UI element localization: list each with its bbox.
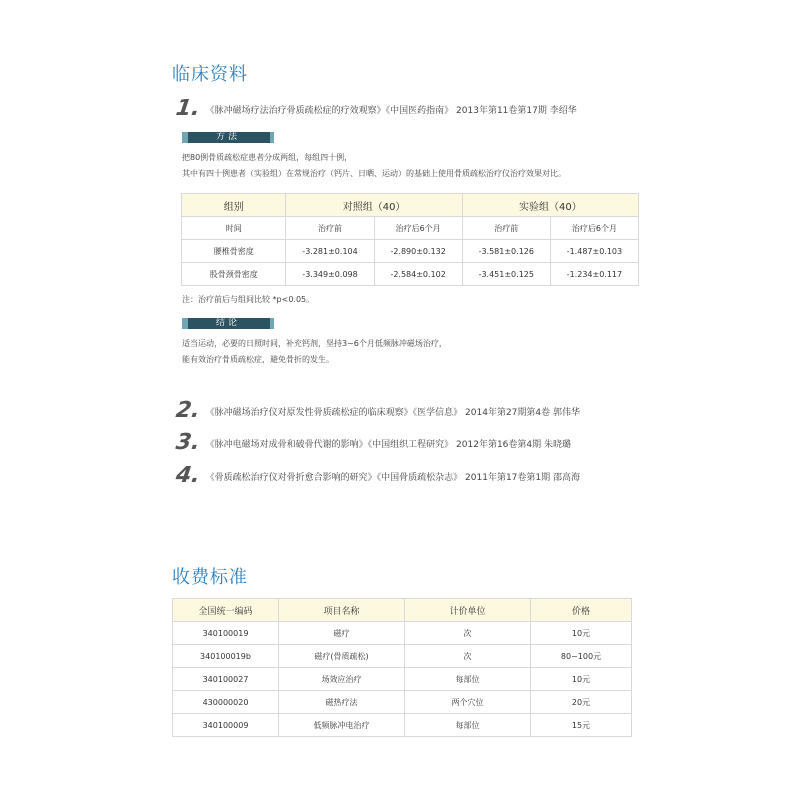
- table-cell: 80~100元: [531, 645, 632, 668]
- method-line: 把80例骨质疏松症患者分成两组，每组四十例，: [182, 153, 353, 162]
- table-cell: 340100019: [173, 622, 279, 645]
- table-row: [182, 240, 639, 263]
- reference-text: 《脉冲磁场治疗仪对原发性骨质疏松症的临床观察》《医学信息》 2014年第27期第4卷 郭伟华: [205, 408, 580, 418]
- conclusion-line: 能有效治疗骨质疏松症，避免骨折的发生。: [182, 355, 334, 364]
- reference-text: 《脉冲磁场疗法治疗骨质疏松症的疗效观察》《中国医药指南》 2013年第11卷第17期 李绍华: [205, 106, 577, 116]
- table-cell: 两个穴位: [405, 691, 531, 714]
- table-cell: 治疗前: [286, 217, 374, 240]
- reference-text: 《脉冲电磁场对成骨和破骨代谢的影响》《中国组织工程研究》 2012年第16卷第4期 朱晓璐: [205, 440, 571, 450]
- table-header-cell: 实验组（40）: [462, 194, 638, 217]
- table-cell: 次: [405, 645, 531, 668]
- method-text: [182, 150, 566, 182]
- table-cell: -2.584±0.102: [374, 263, 462, 286]
- conclusion-tag-label: 结论: [215, 318, 240, 328]
- table-row: [173, 691, 632, 714]
- table-cell: -3.581±0.126: [462, 240, 550, 263]
- conclusion-tag: [182, 318, 274, 329]
- method-tag: [182, 132, 274, 143]
- table-cell: 腰椎骨密度: [182, 240, 286, 263]
- table-row: [173, 668, 632, 691]
- table-cell: 股骨颈骨密度: [182, 263, 286, 286]
- table-cell: 10元: [531, 622, 632, 645]
- table-cell: -2.890±0.132: [374, 240, 462, 263]
- table-header-cell: 全国统一编码: [173, 599, 279, 622]
- table-cell: 治疗前: [462, 217, 550, 240]
- table-cell: 磁疗: [279, 622, 405, 645]
- reference-number: 1.: [174, 96, 202, 121]
- reference-4: [176, 465, 580, 487]
- table-cell: -1.487±0.103: [550, 240, 638, 263]
- reference-number: 3.: [174, 430, 202, 455]
- reference-text: 《骨质疏松治疗仪对骨折愈合影响的研究》《中国骨质疏松杂志》 2011年第17卷第1期 邵高海: [205, 473, 580, 483]
- table-cell: -3.349±0.098: [286, 263, 374, 286]
- table-note: 注：治疗前后与组间比较 *p<0.05。: [182, 295, 315, 304]
- table-cell: 治疗后6个月: [374, 217, 462, 240]
- section-title-fees: 收费标准: [172, 567, 248, 588]
- table-header-cell: 价格: [531, 599, 632, 622]
- table-cell: 340100027: [173, 668, 279, 691]
- table-row: [173, 622, 632, 645]
- method-tag-label: 方法: [215, 132, 240, 142]
- table-subheader-row: [182, 217, 639, 240]
- reference-3: [176, 432, 571, 454]
- table-cell: 磁热疗法: [279, 691, 405, 714]
- table-cell: -3.451±0.125: [462, 263, 550, 286]
- reference-number: 2.: [174, 398, 202, 423]
- table-header-cell: 对照组（40）: [286, 194, 462, 217]
- table-header-cell: 项目名称: [279, 599, 405, 622]
- table-row: [173, 645, 632, 668]
- table-cell: 每部位: [405, 668, 531, 691]
- table-cell: 20元: [531, 691, 632, 714]
- method-line: 其中有四十例患者（实验组）在常规治疗（钙片、日晒、运动）的基础上使用骨质疏松治疗仪治疗效果对比。: [182, 169, 566, 178]
- table-header-row: [182, 194, 639, 217]
- reference-number: 4.: [174, 463, 202, 488]
- table-cell: 430000020: [173, 691, 279, 714]
- table-cell: -3.281±0.104: [286, 240, 374, 263]
- results-table: [181, 193, 639, 286]
- section-title-clinical: 临床资料: [172, 64, 248, 85]
- table-header-row: [173, 599, 632, 622]
- table-cell: 340100009: [173, 714, 279, 737]
- table-cell: -1.234±0.117: [550, 263, 638, 286]
- table-cell: 340100019b: [173, 645, 279, 668]
- table-cell: 时间: [182, 217, 286, 240]
- table-cell: 10元: [531, 668, 632, 691]
- table-row: [173, 714, 632, 737]
- table-header-cell: 组别: [182, 194, 286, 217]
- table-header-cell: 计价单位: [405, 599, 531, 622]
- fee-table: [172, 598, 632, 737]
- table-row: [182, 263, 639, 286]
- table-cell: 治疗后6个月: [550, 217, 638, 240]
- table-cell: 磁疗(骨质疏松): [279, 645, 405, 668]
- conclusion-text: [182, 336, 447, 368]
- table-cell: 低频脉冲电治疗: [279, 714, 405, 737]
- reference-2: [176, 400, 580, 422]
- table-cell: 场效应治疗: [279, 668, 405, 691]
- table-cell: 每部位: [405, 714, 531, 737]
- table-cell: 15元: [531, 714, 632, 737]
- conclusion-line: 适当运动，必要的日照时间，补充钙剂，坚持3~6个月低频脉冲磁场治疗，: [182, 339, 447, 348]
- table-cell: 次: [405, 622, 531, 645]
- reference-1: [176, 98, 577, 120]
